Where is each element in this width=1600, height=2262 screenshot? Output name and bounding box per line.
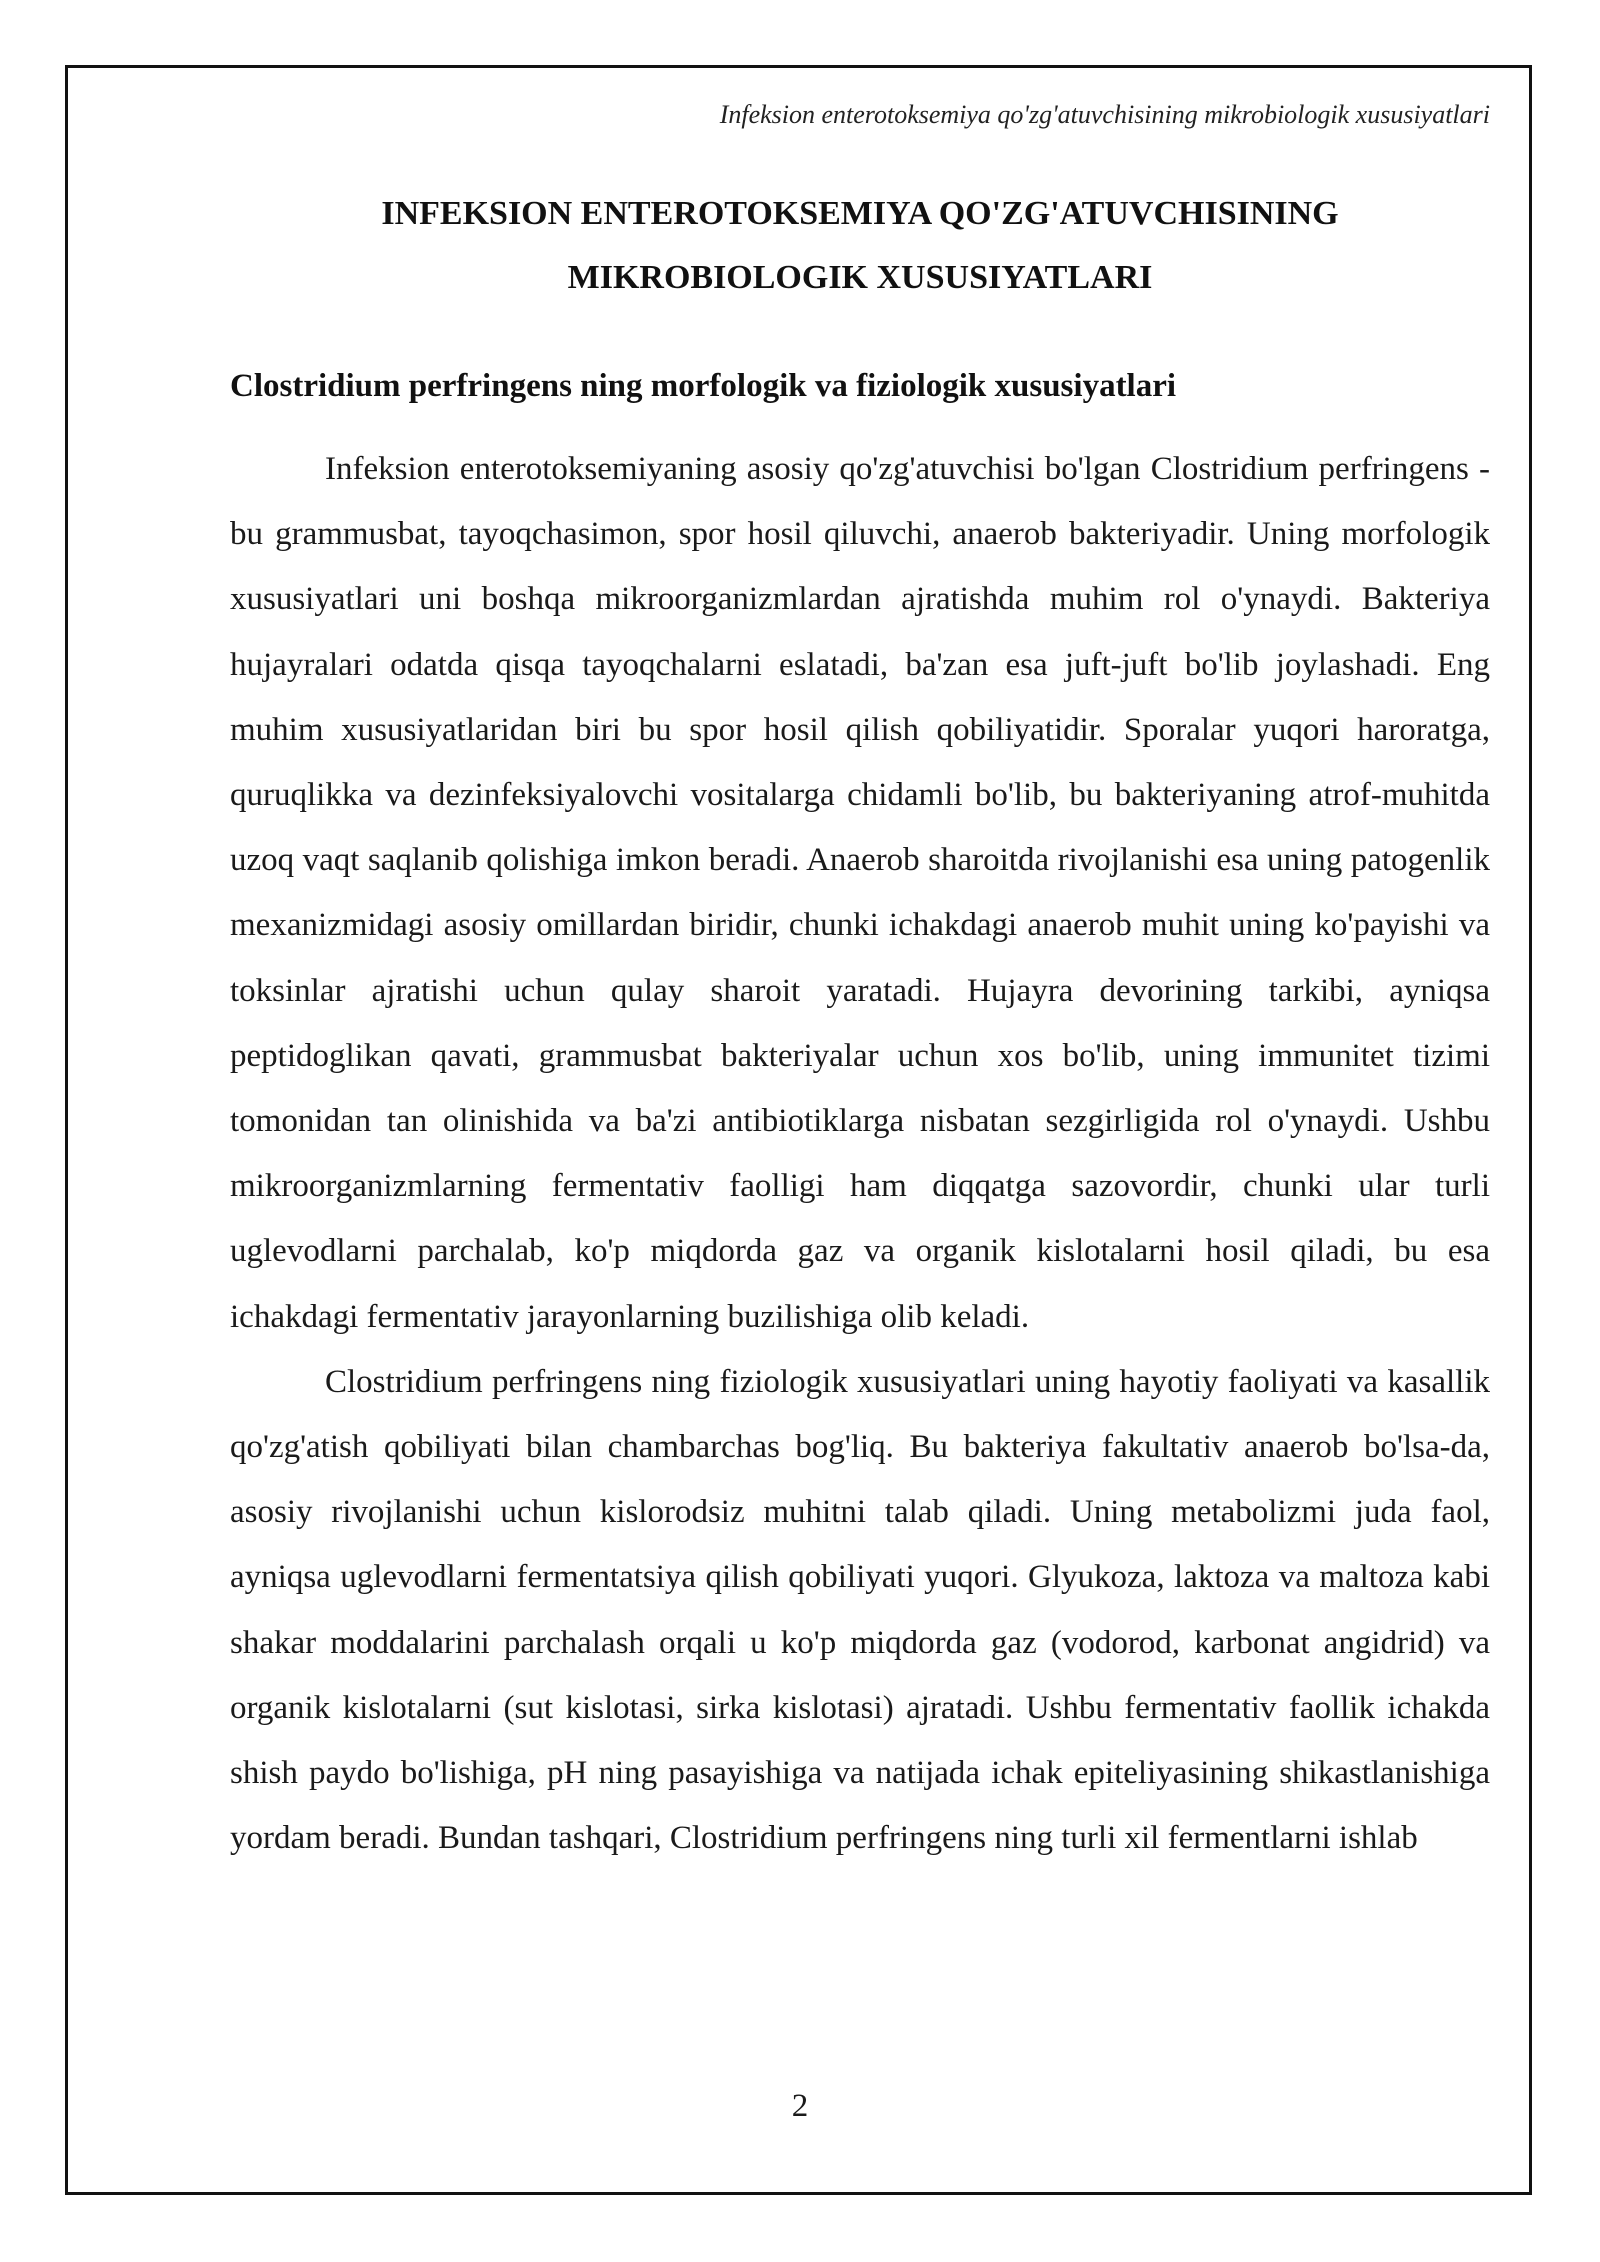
- running-header: Infeksion enterotoksemiya qo'zg'atuvchisining mikrobiologik xususiyatlari: [719, 100, 1490, 129]
- document-title-line-2: MIKROBIOLOGIK XUSUSIYATLARI: [567, 259, 1153, 296]
- body-text: [230, 437, 1490, 1871]
- document-title: [230, 182, 1490, 310]
- page-number: 2: [791, 2088, 809, 2124]
- section-heading: Clostridium perfringens ning morfologik va fiziologik xususiyatlari: [230, 368, 1177, 404]
- document-title-line-1: INFEKSION ENTEROTOKSEMIYA QO'ZG'ATUVCHISINING: [381, 195, 1339, 232]
- paragraph-1: Infeksion enterotoksemiyaning asosiy qo'zg'atuvchisi bo'lgan Clostridium perfringens - bu grammusbat, tayoqchasimon, spor hosil qiluvchi, anaerob bakteriyadir. Uning morfologik xususiyatlari uni boshqa mikroorganizmlardan ajratishda muhim rol o'ynaydi. Bakteriya hujayralari odatda qisqa tayoqchalarni eslatadi, ba'zan esa juft-juft bo'lib joylashadi. Eng muhim xususiyatlaridan biri bu spor hosil qilish qobiliyatidir. Sporalar yuqori haroratga, quruqlikka va dezinfeksiyalovchi vositalarga chidamli bo'lib, bu bakteriyaning atrof-muhitda uzoq vaqt saqlanib qolishiga imkon beradi. Anaerob sharoitda rivojlanishi esa uning patogenlik mexanizmidagi asosiy omillardan biridir, chunki ichakdagi anaerob muhit uning ko'payishi va toksinlar ajratishi uchun qulay sharoit yaratadi. Hujayra devorining tarkibi, ayniqsa peptidoglikan qavati, grammusbat bakteriyalar uchun xos bo'lib, uning immunitet tizimi tomonidan tan olinishida va ba'zi antibiotiklarga nisbatan sezgirligida rol o'ynaydi. Ushbu mikroorganizmlarning fermentativ faolligi ham diqqatga sazovordir, chunki ular turli uglevodlarni parchalab, ko'p miqdorda gaz va organik kislotalarni hosil qiladi, bu esa ichakdagi fermentativ jarayonlarning buzilishiga olib keladi.: [230, 451, 1490, 1335]
- paragraph-2: Clostridium perfringens ning fiziologik xususiyatlari uning hayotiy faoliyati va kasallik qo'zg'atish qobiliyati bilan chambarchas bog'liq. Bu bakteriya fakultativ anaerob bo'lsa-da, asosiy rivojlanishi uchun kislorodsiz muhitni talab qiladi. Uning metabolizmi juda faol, ayniqsa uglevodlarni fermentatsiya qilish qobiliyati yuqori. Glyukoza, laktoza va maltoza kabi shakar moddalarini parchalash orqali u ko'p miqdorda gaz (vodorod, karbonat angidrid) va organik kislotalarni (sut kislotasi, sirka kislotasi) ajratadi. Ushbu fermentativ faollik ichakda shish paydo bo'lishiga, pH ning pasayishiga va natijada ichak epiteliyasining shikastlanishiga yordam beradi. Bundan tashqari, Clostridium perfringens ning turli xil fermentlarni ishlab: [230, 1363, 1490, 1857]
